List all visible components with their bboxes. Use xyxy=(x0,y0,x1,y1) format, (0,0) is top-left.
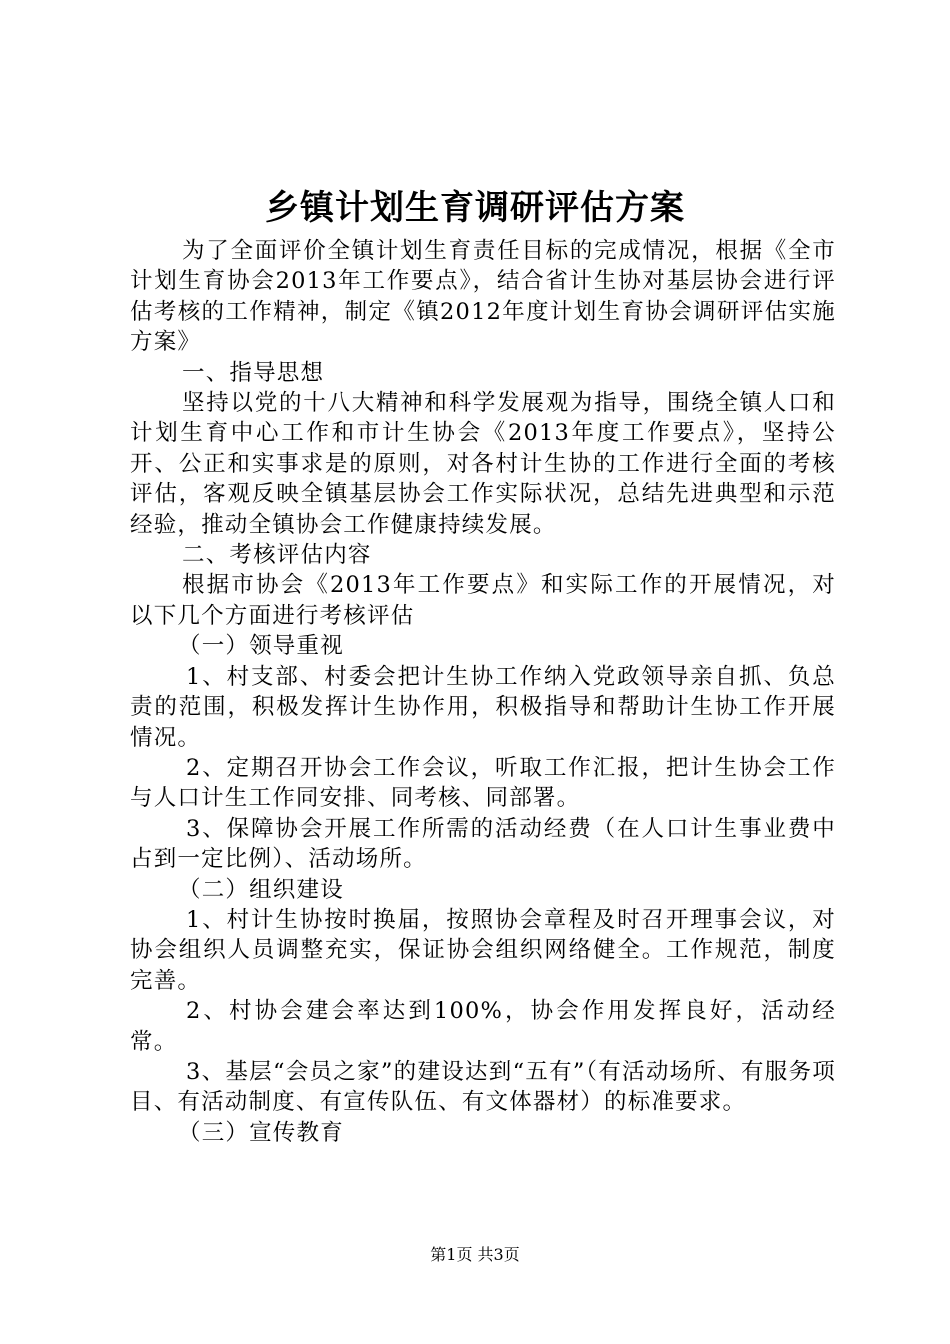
section-heading-assessment-content: 二、考核评估内容 xyxy=(182,542,372,569)
document-body xyxy=(130,236,836,1148)
list-item-leadership-1: 1、村支部、村委会把计生协工作纳入党政领导亲自抓、负总责的范围，积极发挥计生协作用，积极指导和帮助计生协工作开展情况。 xyxy=(130,663,836,751)
list-item-organization-2: 2、村协会建会率达到100%，协会作用发挥良好，活动经常。 xyxy=(130,998,836,1055)
section-heading-guiding-thought: 一、指导思想 xyxy=(182,359,325,386)
list-item-organization-1: 1、村计生协按时换届，按照协会章程及时召开理事会议，对协会组织人员调整充实，保证协会组织网络健全。工作规范，制度完善。 xyxy=(130,906,836,994)
subsection-heading-publicity: （三）宣传教育 xyxy=(178,1119,344,1146)
subsection-heading-organization: （二）组织建设 xyxy=(178,876,344,903)
document-title: 乡镇计划生育调研评估方案 xyxy=(265,188,685,228)
paragraph-intro: 为了全面评价全镇计划生育责任目标的完成情况，根据《全市计划生育协会2013年工作要点》，结合省计生协对基层协会进行评估考核的工作精神，制定《镇2012年度计划生育协会调研评估实施方案》 xyxy=(130,238,836,356)
list-item-leadership-2: 2、定期召开协会工作会议，听取工作汇报，把计生协会工作与人口计生工作同安排、同考核、同部署。 xyxy=(130,754,836,812)
list-item-organization-3: 3、基层“会员之家”的建设达到“五有”（有活动场所、有服务项目、有活动制度、有宣传队伍、有文体器材）的标准要求。 xyxy=(130,1058,836,1116)
paragraph-guiding-thought: 坚持以党的十八大精神和科学发展观为指导，围绕全镇人口和计划生育中心工作和市计生协会《2013年度工作要点》，坚持公开、公正和实事求是的原则，对各村计生协的工作进行全面的考核评估，客观反映全镇基层协会工作实际状况，总结先进典型和示范经验，推动全镇协会工作健康持续发展。 xyxy=(130,390,836,538)
list-item-leadership-3: 3、保障协会开展工作所需的活动经费（在人口计生事业费中占到一定比例）、活动场所。 xyxy=(130,815,836,873)
subsection-heading-leadership: （一）领导重视 xyxy=(178,633,344,660)
paragraph-assessment-content: 根据市协会《2013年工作要点》和实际工作的开展情况，对以下几个方面进行考核评估 xyxy=(130,572,836,629)
page-footer: 第1页 共3页 xyxy=(430,1245,520,1264)
